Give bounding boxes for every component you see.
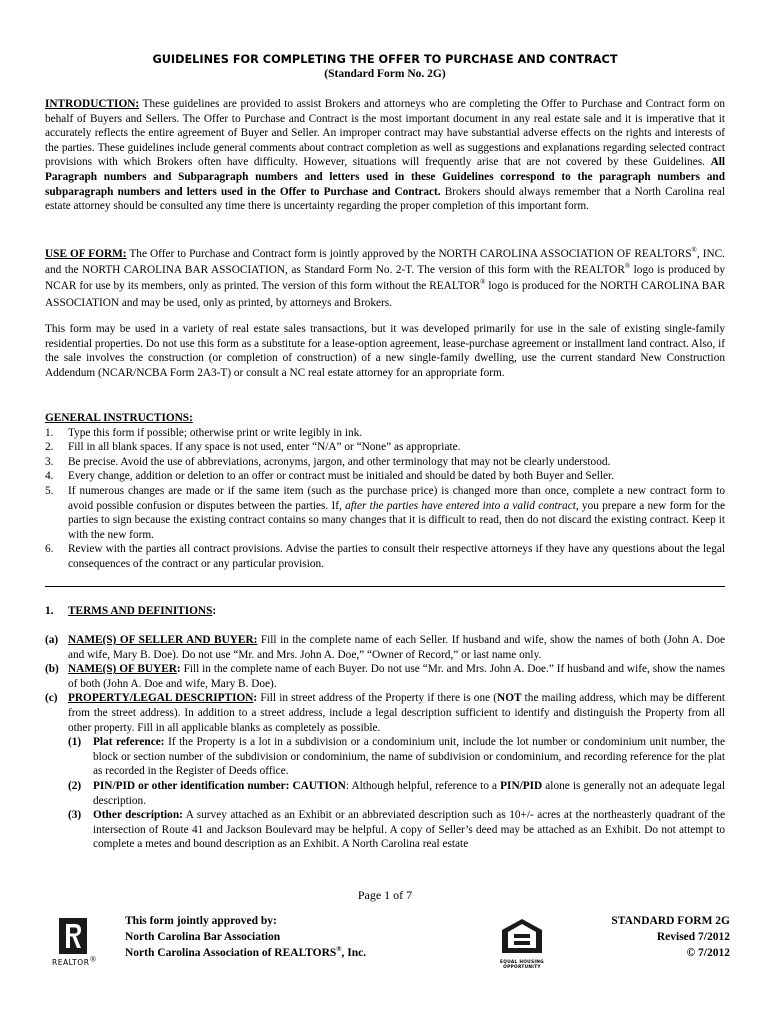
realtor-logo: REALTOR® bbox=[52, 918, 94, 971]
list-item: 4. Every change, addition or deletion to an offer or contract must be initialed and should be dated by both Buyer and Seller. bbox=[45, 470, 614, 483]
page-number: Page 1 of 7 bbox=[357, 888, 413, 902]
general-instructions-heading: GENERAL INSTRUCTIONS: bbox=[45, 412, 193, 424]
approval-block: This form jointly approved by: North Carolina Bar Association North Carolina Association of REALTORS®, Inc. bbox=[125, 915, 367, 959]
item-a: (a) NAME(S) OF SELLER AND BUYER: Fill in the complete name of each Seller. If husband and wife, show the names of both (John A. Doe and wife, Mary B. Doe). Do not use “Mr. and Mrs. John A. Doe,” “Owner of Record,” or last name only. bbox=[45, 634, 725, 661]
form-info bbox=[611, 913, 730, 961]
item-c: (c) PROPERTY/LEGAL DESCRIPTION: Fill in street address of the Property if there is one (NOT the mailing address, which may be different from the street address). In addition to a street address, include a legal description sufficient to identify and distinguish the Property from all other property. Fill in all applicable blanks as completely as possible. bbox=[45, 692, 725, 734]
list-item: 1. Type this form if possible; otherwise print or write legibly in ink. bbox=[45, 426, 363, 439]
list-item: 3. Be precise. Avoid the use of abbreviations, acronyms, jargon, and other terminology that may not be clearly understood. bbox=[45, 455, 611, 468]
list-item: 2. Fill in all blank spaces. If any space is not used, enter “N/A” or “None” as appropriate. bbox=[45, 441, 461, 454]
use-of-form-paragraph: USE OF FORM: The Offer to Purchase and Contract form is jointly approved by the NORTH CAROLINA ASSOCIATION OF REALTORS®, INC. and the NORTH CAROLINA BAR ASSOCIATION, as Standard Form No. 2-T. The version of this form with the REALTOR® logo is produced by NCAR for use by its members, only as printed. The version of this form without the REALTOR® logo is produced for the NORTH CAROLINA BAR ASSOCIATION and may be used, only as printed, by attorneys and Brokers. bbox=[45, 246, 725, 309]
document-subtitle: (Standard Form No. 2G) bbox=[324, 68, 446, 80]
introduction-heading: INTRODUCTION: bbox=[45, 98, 140, 110]
general-instructions-list bbox=[45, 426, 725, 572]
usage-paragraph: This form may be used in a variety of real estate sales transactions, but it was developed primarily for use in the sale of existing single-family residential properties. Do not use this form as a substitute for a lease-option agreement, lease-purchase agreement or installment land contract. Also, if the sale involves the construction (or completion of construction) of a new single-family dwelling, use the current standard New Construction Addendum (NCAR/NCBA Form 2A3-T) or consult a NC real estate attorney for an appropriate form. bbox=[45, 323, 725, 379]
document-title: GUIDELINES FOR COMPLETING THE OFFER TO PURCHASE AND CONTRACT (Standard Form No. 2G) bbox=[45, 52, 725, 82]
equal-housing-icon bbox=[501, 918, 543, 954]
item-c-3: (3) Other description: A survey attached as an Exhibit or an abbreviated description such as 10+/- acres at the northeasterly quadrant of the intersection of Route 41 and Jackson Boulevard may be helpful. A copy of Seller’s deed may be attached as an Exhibit. Do not attempt to complete a metes and bound description as an Exhibit. A North Carolina real estate bbox=[68, 809, 725, 851]
section-divider bbox=[45, 586, 725, 587]
use-of-form-heading: USE OF FORM: bbox=[45, 248, 127, 260]
item-c-2: (2) PIN/PID or other identification number: CAUTION: Although helpful, reference to a PIN/PID alone is generally not an adequate legal description. bbox=[68, 779, 725, 807]
item-b: (b) NAME(S) OF BUYER: Fill in the complete name of each Buyer. Do not use “Mr. and Mrs. John A. Doe.” If husband and wife, show the names of both (John A. Doe and wife, Mary B. Doe). bbox=[45, 663, 725, 690]
form-number: STANDARD FORM 2G bbox=[611, 915, 730, 927]
list-item: 5. If numerous changes are made or if the same item (such as the purchase price) is changed more than once, complete a new contract form to avoid possible confusion or disputes between the parties. If, after the parties have entered into a valid contract, you prepare a new form for the parties to sign because the existing contract contains so many changes that it is difficult to read, then do not discard the existing contract. Keep it with the new form. bbox=[45, 484, 726, 541]
realtor-r-icon bbox=[59, 918, 87, 954]
equal-housing-logo: EQUAL HOUSING OPPORTUNITY bbox=[497, 918, 547, 970]
general-instructions bbox=[45, 411, 725, 572]
item-c-1: (1) Plat reference: If the Property is a lot in a subdivision or a condominium unit, include the lot number or condominium unit number, the block or section number of the subdivision or condominium, the name of subdivision or condominium, and recording reference for the plat as recorded in the Register of Deeds office. bbox=[68, 736, 725, 778]
revision-date: Revised 7/2012 bbox=[656, 931, 730, 943]
introduction-paragraph: INTRODUCTION: These guidelines are provided to assist Brokers and attorneys who are completing the Offer to Purchase and Contract form on behalf of Buyers and Sellers. The Offer to Purchase and Contract is the most important document in any real estate sale and it is imperative that it accurately reflects the entire agreement of Buyer and Seller. An improper contract may have substantial adverse effects on the rights and interests of the parties. These guidelines include general comments about contract completion as well as suggestions and explanations regarding selected contract provisions with which Brokers often have difficulty. However, situations will frequently arise that are not covered by these Guidelines. All Paragraph numbers and Subparagraph numbers and letters used in these Guidelines correspond to the paragraph numbers and subparagraph numbers and letters used in the Offer to Purchase and Contract. Brokers should always remember that a North Carolina real estate attorney should be consulted any time there is uncertainty regarding the proper completion of this important form. bbox=[45, 98, 725, 213]
copyright: © 7/2012 bbox=[686, 947, 730, 959]
list-item: 6. Review with the parties all contract provisions. Advise the parties to consult their respective attorneys if they have any questions about the legal consequences of the contract or any particular provision. bbox=[45, 543, 725, 570]
section-1-items bbox=[45, 633, 725, 852]
